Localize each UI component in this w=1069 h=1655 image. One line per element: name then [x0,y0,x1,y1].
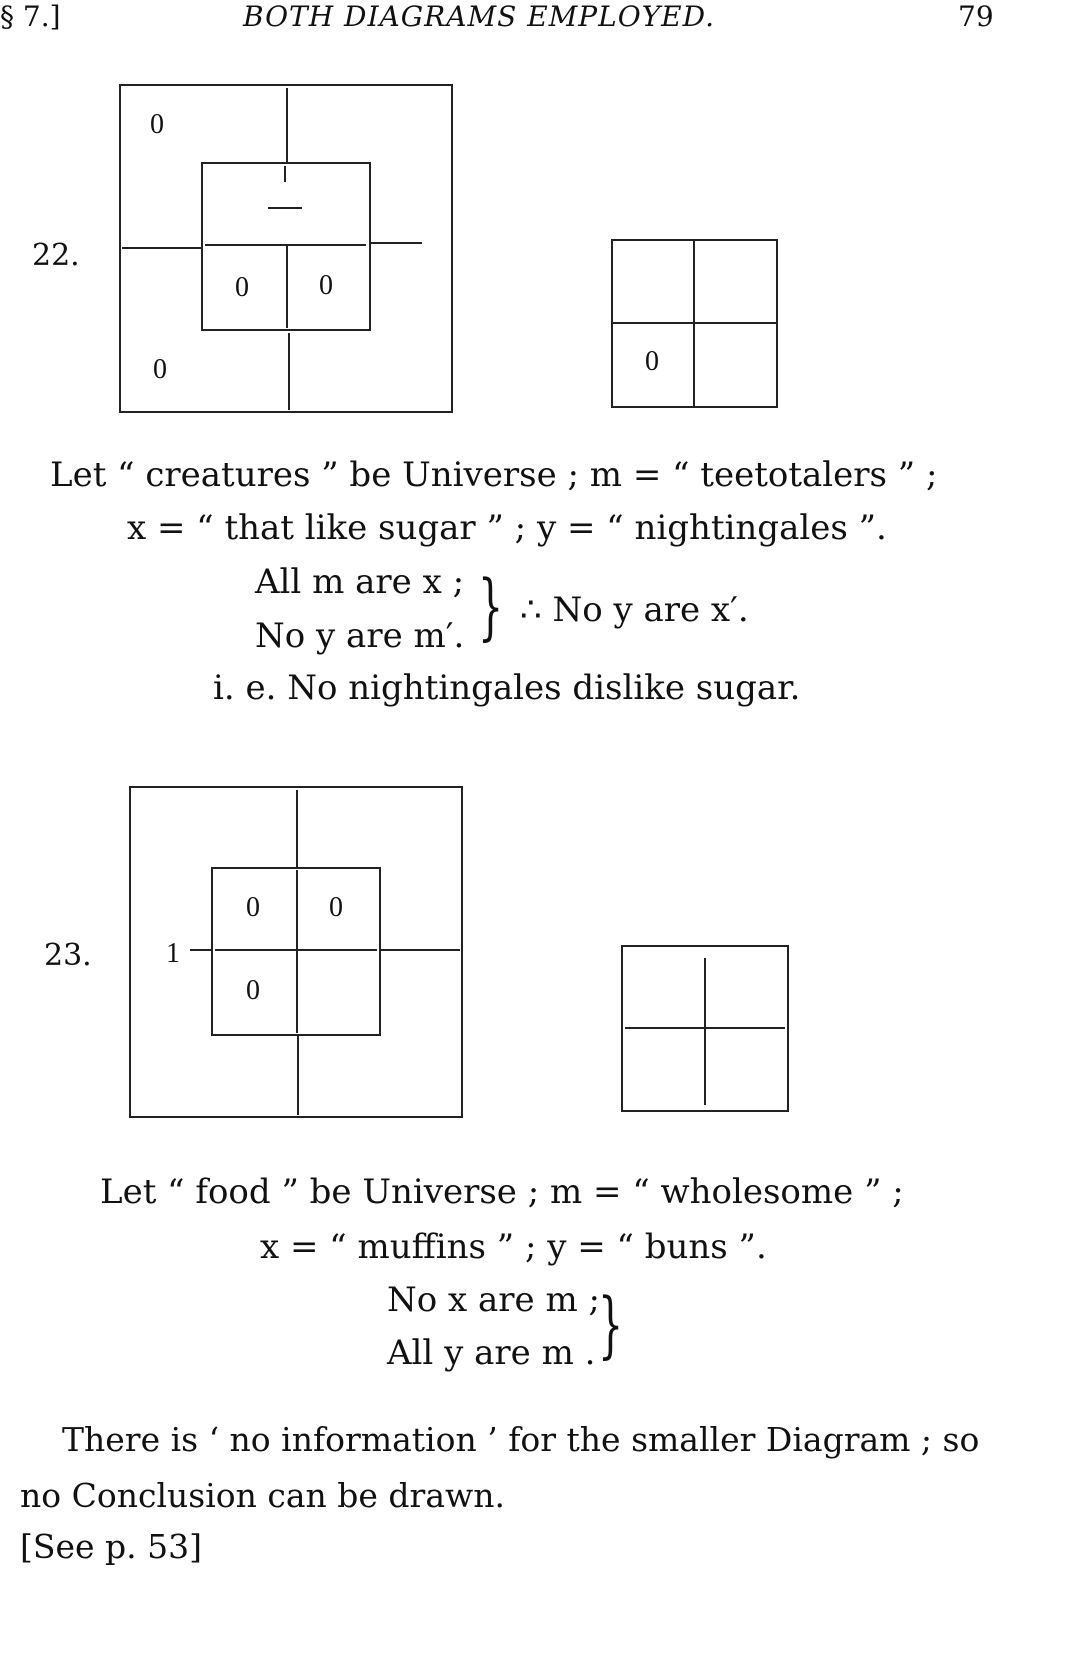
example-22-conclusion: ∴ No y are x′. [520,590,749,630]
diagram-22-cell-bottom-left: 0 [153,354,167,385]
example-23-premise-2: All y are m . [387,1333,596,1373]
example-23-premise-1: No x are m ; [387,1280,600,1320]
example-22-premise-2: No y are m′. [255,616,465,656]
diagram-22-small [612,240,777,407]
example-number-23: 23. [44,938,92,973]
example-22-brace: } [478,564,504,648]
example-22-line-2: x = “ that like sugar ” ; y = “ nightingales ”. [127,508,887,548]
example-22-ie: i. e. No nightingales dislike sugar. [213,668,801,708]
closing-line-2: no Conclusion can be drawn. [20,1476,505,1515]
diagram-22-cell-inner-left: 0 [235,272,249,303]
example-23-line-2: x = “ muffins ” ; y = “ buns ”. [260,1227,767,1267]
example-number-22: 22. [32,238,80,273]
diagram-23-side-mark: 1 [166,938,180,969]
diagram-23-cell-inner-top-left: 0 [246,892,260,923]
diagram-22-small-cell-bottom-left: 0 [645,346,659,377]
example-22-line-1: Let “ creatures ” be Universe ; m = “ teetotalers ” ; [50,455,938,495]
section-marker: § 7.] [0,0,61,33]
diagram-22-cell-inner-right: 0 [319,270,333,301]
example-23-line-1: Let “ food ” be Universe ; m = “ wholesome ” ; [100,1172,904,1212]
diagram-22-cell-top-left: 0 [150,109,164,140]
running-title: BOTH DIAGRAMS EMPLOYED. [243,0,715,33]
diagram-22-large [120,85,452,412]
diagram-23-small [622,946,788,1111]
closing-line-1: There is ‘ no information ’ for the smaller Diagram ; so [62,1420,980,1459]
diagram-23-cell-inner-top-right: 0 [329,892,343,923]
page-number: 79 [958,0,994,33]
see-page-reference: [See p. 53] [20,1527,202,1566]
example-23-brace: } [598,1282,624,1366]
diagram-23-cell-inner-bottom-left: 0 [246,975,260,1006]
example-22-premise-1: All m are x ; [255,562,465,602]
